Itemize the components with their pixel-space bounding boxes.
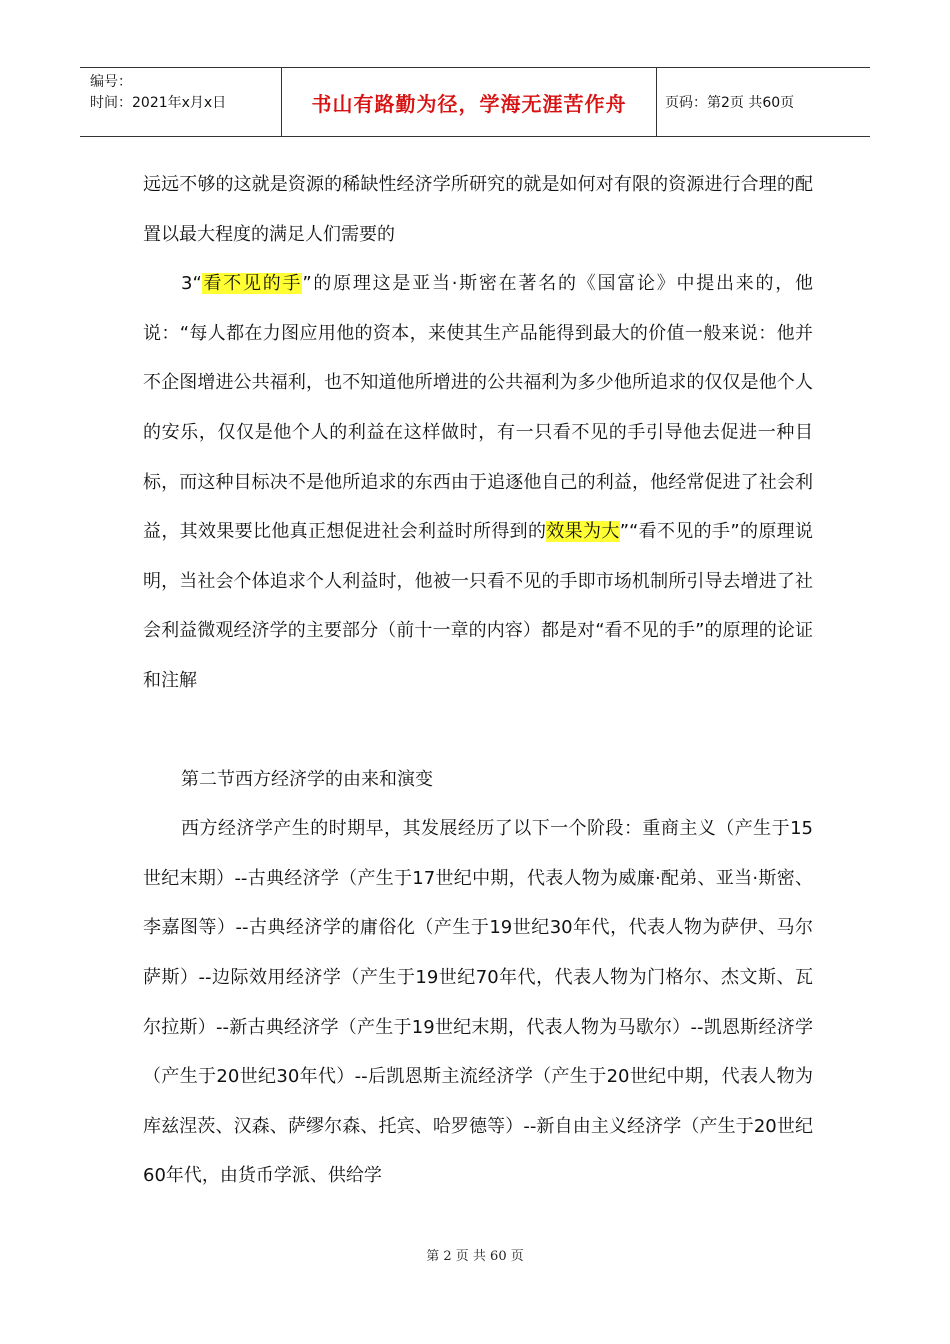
highlight-effect: 效果为大 (546, 521, 620, 543)
paragraph-prefix: 3“ (181, 273, 202, 295)
paragraph-suffix: ”“看不见的手”的原理说明，当社会个体追求个人利益时，他被一只看不见的手即市场机制所引导去增进了社会利益微观经济学的主要部分（前十一章的内容）都是对“看不见的手”的原理的论证和注解 (143, 521, 814, 691)
document-body (143, 160, 813, 1201)
blank-line (143, 706, 813, 755)
paragraph-resource-scarcity: 远远不够的这就是资源的稀缺性经济学所研究的就是如何对有限的资源进行合理的配置以最大程度的满足人们需要的 (143, 174, 813, 245)
paragraph-middle: ”的原理这是亚当·斯密在著名的《国富论》中提出来的，他说：“每人都在力图应用他的资本，来使其生产品能得到最大的价值一般来说：他并不企图增进公共福利，也不知道他所增进的公共福利为多少他所追求的仅仅是他个人的安乐，仅仅是他个人的利益在这样做时，有一只看不见的手引导他去促进一种目标，而这种目标决不是他所追求的东西由于追逐他自己的利益，他经常促进了社会利益，其效果要比他真正想促进社会利益时所得到的 (143, 273, 814, 543)
page-header (80, 67, 870, 137)
paragraph-invisible-hand (143, 259, 813, 705)
number-label: 编号： (90, 74, 132, 90)
header-meta (80, 68, 282, 136)
section-title: 第二节西方经济学的由来和演变 (181, 768, 433, 790)
header-page-info: 页码：第2页 共60页 (665, 95, 795, 111)
time-label: 时间：2021年x月x日 (90, 95, 227, 111)
highlight-invisible-hand: 看不见的手 (201, 273, 303, 295)
paragraph-history: 西方经济学产生的时期早，其发展经历了以下一个阶段：重商主义（产生于15世纪末期）--古典经济学（产生于17世纪中期，代表人物为威廉·配弟、亚当·斯密、李嘉图等）--古典经济学的庸俗化（产生于19世纪30年代，代表人物为萨伊、马尔萨斯）--边际效用经济学（产生于19世纪70年代，代表人物为门格尔、杰文斯、瓦尔拉斯）--新古典经济学（产生于19世纪末期，代表人物为马歇尔）--凯恩斯经济学（产生于20世纪30年代）--后凯恩斯主流经济学（产生于20世纪中期，代表人物为库兹涅茨、汉森、萨缪尔森、托宾、哈罗德等）--新自由主义经济学（产生于20世纪60年代，由货币学派、供给学 (143, 818, 813, 1187)
header-motto: 书山有路勤为径，学海无涯苦作舟 (282, 68, 657, 136)
page-footer: 第 2 页 共 60 页 (426, 1249, 524, 1264)
